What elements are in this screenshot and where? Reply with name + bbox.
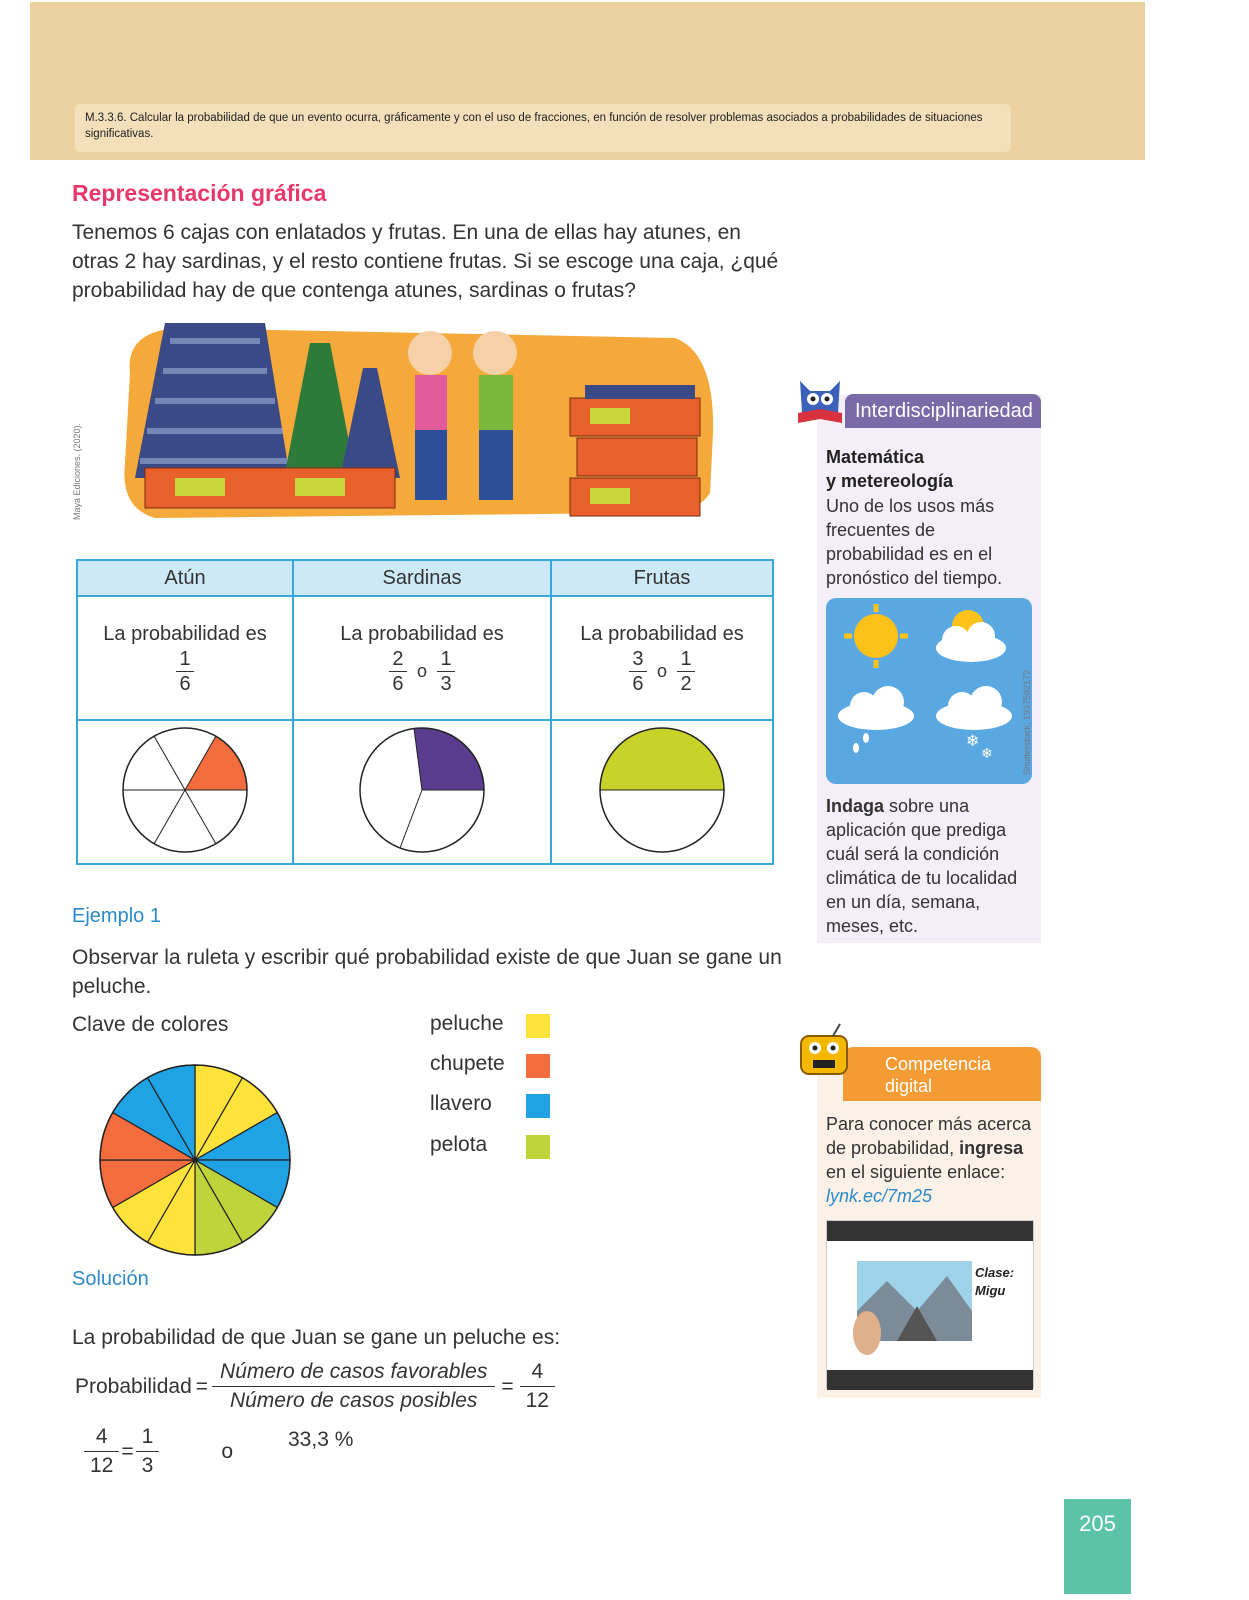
color-key-label: Clave de colores — [72, 1013, 229, 1036]
video-caption-line1: Clase: — [975, 1265, 1015, 1280]
atun-pie — [120, 725, 250, 855]
simplification: $\frac{4}{12}$ = $\frac{1}{3}$ o 33,3 % — [84, 1425, 353, 1478]
weather-image — [826, 598, 1032, 784]
snow-cloud-icon — [936, 686, 1012, 761]
video-thumbnail[interactable] — [826, 1220, 1034, 1388]
boxes-illustration — [115, 313, 720, 523]
probability-formula: Probabilidad = Número de casos favorables Número de casos posibles = $\frac{4}{12}$ — [75, 1360, 555, 1413]
sun-cloud-icon — [936, 610, 1006, 662]
intro-paragraph: Tenemos 6 cajas con enlatados y frutas. En una de ellas hay atunes, en otras 2 hay sardinas, y el resto contiene frutas. Si se escoge una caja, ¿qué probabilidad hay de que contenga atunes, sardinas o frutas? — [72, 221, 779, 302]
cell-frutas-probability — [551, 596, 773, 720]
legend-item-peluche: peluche — [430, 1012, 550, 1036]
header-atun: Atún — [77, 560, 293, 596]
cell-sardinas-pie — [293, 720, 551, 864]
svg-text:❄: ❄ — [981, 745, 993, 761]
solution-text: La probabilidad de que Juan se gane un peluche es: — [72, 1326, 561, 1349]
swatch-yellow — [526, 1014, 550, 1038]
cases-fraction: Número de casos favorables Número de casos posibles — [212, 1360, 495, 1413]
objective-box — [75, 104, 1011, 152]
video-top-bar — [827, 1221, 1033, 1241]
rain-cloud-icon — [838, 686, 914, 753]
fruit-box — [145, 468, 395, 508]
legend-item-llavero: llavero — [430, 1092, 550, 1116]
fraction-frutas-a: $\frac{3}{6}$ — [629, 647, 646, 696]
connector-o: o — [656, 660, 667, 681]
connector-o: o — [416, 660, 427, 681]
example-title: Ejemplo 1 — [72, 905, 161, 927]
robot-icon — [795, 1022, 855, 1080]
weather-credit: Shutterstock, 1937592172 — [1022, 669, 1032, 775]
panel-text: Uno de los usos más frecuentes de probabilidad es en el pronóstico del tiempo. — [826, 496, 1003, 588]
swatch-green — [526, 1135, 550, 1159]
lynk-link[interactable]: lynk.ec/7m25 — [826, 1186, 933, 1206]
cell-atun-probability — [77, 596, 293, 720]
owl-book-icon — [790, 373, 850, 431]
result-fraction: $\frac{4}{12}$ — [520, 1360, 555, 1413]
section-title: Representación gráfica — [72, 180, 327, 206]
digital-competence-text: Para conocer más acerca de probabilidad, ingresa en el siguiente enlace: lynk.ec/7m25 — [826, 1114, 1032, 1206]
digital-competence-tab: Competencia digital — [843, 1047, 1041, 1101]
video-frame — [827, 1241, 1033, 1365]
example-text: Observar la ruleta y escribir qué probabilidad existe de que Juan se gane un peluche. — [72, 946, 782, 998]
stacked-fruit-boxes — [570, 385, 700, 516]
fraction-sardinas-b: $\frac{1}{3}$ — [437, 647, 454, 696]
percent-value: 33,3 % — [288, 1427, 354, 1451]
sun-icon — [844, 604, 908, 668]
swatch-orange — [526, 1054, 550, 1078]
prob-word: Probabilidad — [75, 1374, 192, 1398]
prob-label: La probabilidad es — [103, 622, 267, 645]
pie-row — [77, 720, 773, 864]
header-frutas: Frutas — [551, 560, 773, 596]
panel-title: Matemática y metereología — [826, 447, 954, 491]
sardinas-pie — [357, 725, 487, 855]
fraction-atun: $\frac{1}{6}$ — [176, 647, 193, 696]
cell-frutas-pie — [551, 720, 773, 864]
interdisciplinary-tab: Interdisciplinariedad — [845, 394, 1041, 428]
video-caption-line2: Migu — [975, 1283, 1006, 1298]
probability-row — [77, 596, 773, 720]
swatch-blue — [526, 1094, 550, 1118]
legend-item-pelota: pelota — [430, 1133, 550, 1157]
frutas-pie — [597, 725, 727, 855]
cell-atun-pie — [77, 720, 293, 864]
video-controls-bar — [827, 1370, 1033, 1390]
fraction-frutas-b: $\frac{1}{2}$ — [677, 647, 694, 696]
roulette-wheel — [95, 1060, 295, 1260]
table-header-row — [77, 560, 773, 596]
indaga-text: Indaga sobre una aplicación que prediga cuál será la condición climática de tu localidad en un día, semana, meses, etc. — [826, 796, 1018, 936]
legend-item-chupete: chupete — [430, 1052, 550, 1076]
objective-text: M.3.3.6. Calcular la probabilidad de que un evento ocurra, gráficamente y con el uso de fracciones, en función de resolver problemas asociados a probabilidades de situaciones significativas. — [85, 112, 983, 140]
solution-title: Solución — [72, 1268, 149, 1290]
cell-sardinas-probability — [293, 596, 551, 720]
or-word: o — [221, 1439, 233, 1463]
probability-table — [76, 559, 774, 865]
header-sardinas: Sardinas — [293, 560, 551, 596]
illustration-credit: Maya Ediciones. (2020). — [72, 422, 82, 520]
prob-label: La probabilidad es — [580, 622, 744, 645]
page-number: 205 — [1064, 1499, 1131, 1594]
svg-text:❄: ❄ — [966, 733, 980, 750]
fraction-sardinas-a: $\frac{2}{6}$ — [389, 647, 406, 696]
prob-label: La probabilidad es — [340, 622, 504, 645]
